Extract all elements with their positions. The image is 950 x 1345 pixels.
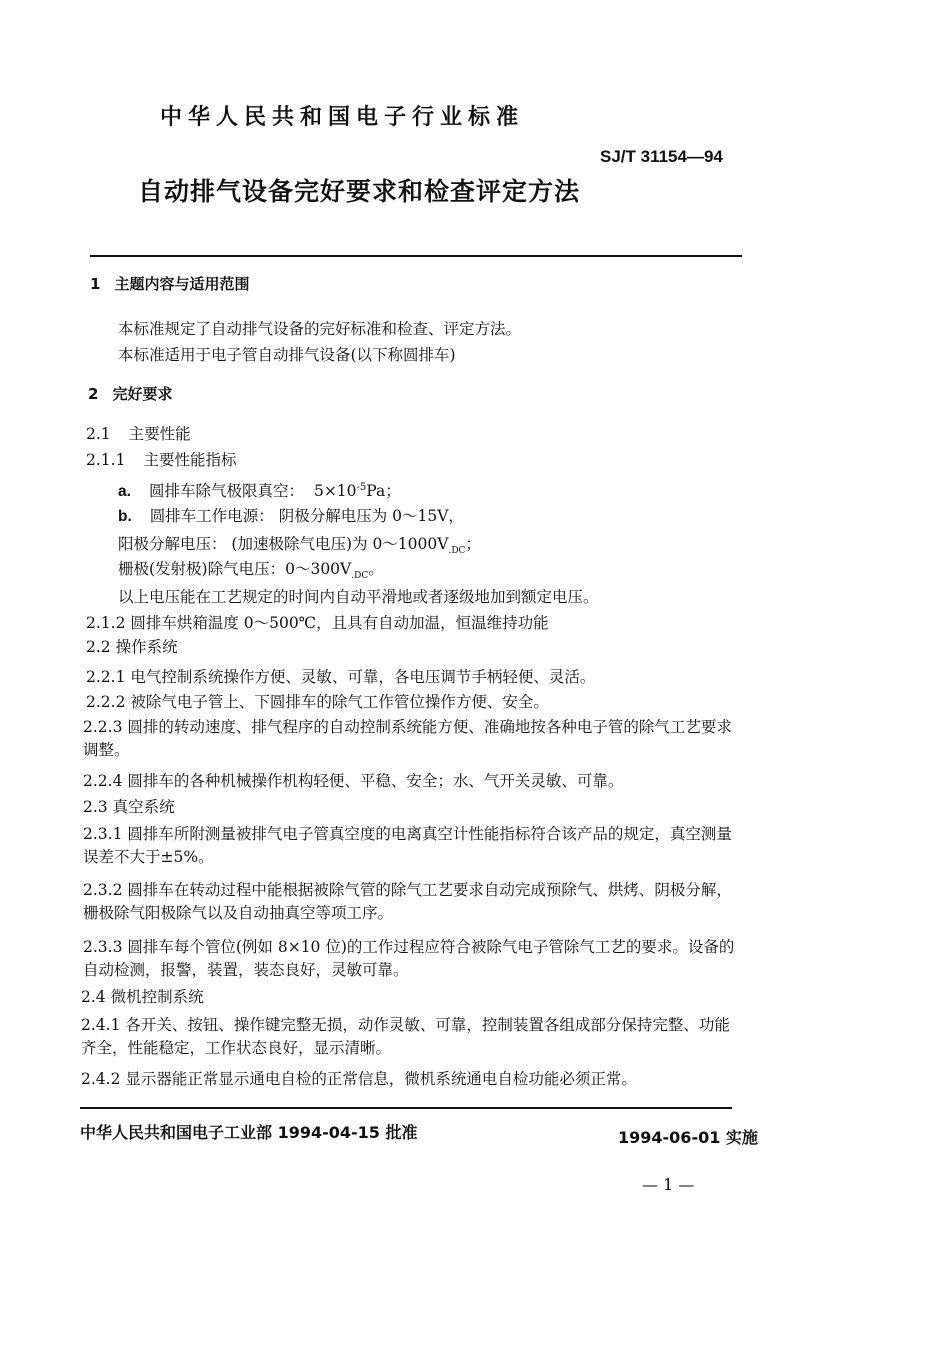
anode-voltage: 阳极分解电压： (加速极除气电压)为 0～1000V bbox=[118, 535, 449, 553]
item-text: 圆排车工作电源： 阴极分解电压为 0～15V， bbox=[149, 507, 464, 525]
section-number: 1 bbox=[90, 275, 101, 293]
item-b bbox=[118, 505, 464, 528]
line-end: 。 bbox=[368, 560, 384, 578]
section-1-para-1: 本标准规定了自动排气设备的完好标准和检查、评定方法。 bbox=[118, 320, 522, 338]
grid-voltage: 栅极(发射极)除气电压：0～300V bbox=[118, 560, 352, 578]
item-a bbox=[118, 477, 401, 503]
section-number: 2 bbox=[88, 385, 99, 403]
clause-2-3-1: 2.3.1 圆排车所附测量被排气电子管真空度的电离真空计性能指标符合该产品的规定，真空测量误差不大于±5%。 bbox=[83, 825, 732, 866]
section-title: 主题内容与适用范围 bbox=[114, 275, 250, 293]
section-title: 完好要求 bbox=[112, 385, 173, 403]
section-1-heading bbox=[90, 273, 249, 294]
clause-2-3-3: 2.3.3 圆排车每个管位(例如 8×10 位)的工作过程应符合被除气电子管除气工艺的要求。设备的自动检测，报警，装置，装态良好，灵敏可靠。 bbox=[83, 938, 735, 979]
item-label: b. bbox=[118, 508, 132, 525]
vacuum-exponent: -5 bbox=[356, 482, 367, 493]
section-number: 2.1 bbox=[86, 425, 111, 443]
clause-2-2-3: 2.2.3 圆排的转动速度、排气程序的自动控制系统能方便、准确地按各种电子管的除气工艺要求调整。 bbox=[83, 718, 732, 759]
approval-line: 中华人民共和国电子工业部 1994-04-15 批准 bbox=[80, 1123, 418, 1142]
item-b-line-4: 以上电压能在工艺规定的时间内自动平滑地或者逐级地加到额定电压。 bbox=[118, 588, 599, 606]
clause-2-3-2: 2.3.2 圆排车在转动过程中能根据被除气管的除气工艺要求自动完成预除气、烘烤、阴极分解，栅极除气阳极除气以及自动抽真空等项工序。 bbox=[83, 881, 732, 922]
line-end: ； bbox=[465, 535, 481, 553]
item-label: a. bbox=[118, 483, 131, 501]
dc-subscript: .DC bbox=[448, 546, 466, 557]
item-text: 圆排车除气极限真空： bbox=[148, 482, 304, 501]
dc-subscript: .DC bbox=[351, 571, 369, 582]
section-2-heading bbox=[88, 383, 172, 404]
section-title: 主要性能指标 bbox=[143, 451, 237, 469]
bottom-rule bbox=[80, 1107, 732, 1109]
clause-2-2-4: 2.2.4 圆排车的各种机械操作机构轻便、平稳、安全；水、气开关灵敏、可靠。 bbox=[83, 772, 624, 790]
clause-2-4: 2.4 微机控制系统 bbox=[81, 988, 204, 1006]
clause-2-2: 2.2 操作系统 bbox=[86, 638, 178, 656]
vacuum-value: 5×10 bbox=[313, 482, 357, 501]
clause-2-2-1: 2.2.1 电气控制系统操作方便、灵敏、可靠，各电压调节手柄轻便、灵活。 bbox=[86, 668, 596, 686]
issuing-org: 中华人民共和国电子行业标准 bbox=[160, 105, 525, 130]
document-title: 自动排气设备完好要求和检查评定方法 bbox=[138, 177, 581, 206]
section-2-1-heading bbox=[86, 423, 191, 445]
page-number: — 1 — bbox=[642, 1175, 695, 1194]
section-1-para-2: 本标准适用于电子管自动排气设备(以下称圆排车) bbox=[118, 346, 456, 364]
item-b-line-3 bbox=[118, 558, 384, 587]
clause-2-3: 2.3 真空系统 bbox=[83, 798, 175, 816]
clause-2-4-1: 2.4.1 各开关、按钮、操作键完整无损，动作灵敏、可靠，控制装置各组成部分保持完整、功能齐全，性能稳定，工作状态良好，显示清晰。 bbox=[81, 1016, 730, 1057]
vacuum-unit: Pa； bbox=[366, 482, 401, 501]
clause-2-2-2: 2.2.2 被除气电子管上、下圆排车的除气工作管位操作方便、安全。 bbox=[86, 693, 549, 711]
clause-2-1-2: 2.1.2 圆排车烘箱温度 0～500℃，且具有自动加温，恒温维持功能 bbox=[86, 614, 549, 632]
section-2-1-1-heading bbox=[86, 449, 236, 471]
clause-2-4-2: 2.4.2 显示器能正常显示通电自检的正常信息，微机系统通电自检功能必须正常。 bbox=[81, 1070, 637, 1088]
standard-code: SJ/T 31154—94 bbox=[600, 147, 723, 166]
section-number: 2.1.1 bbox=[86, 451, 126, 469]
section-title: 主要性能 bbox=[128, 425, 191, 443]
effective-date: 1994-06-01 实施 bbox=[618, 1128, 758, 1147]
top-rule bbox=[90, 255, 742, 257]
